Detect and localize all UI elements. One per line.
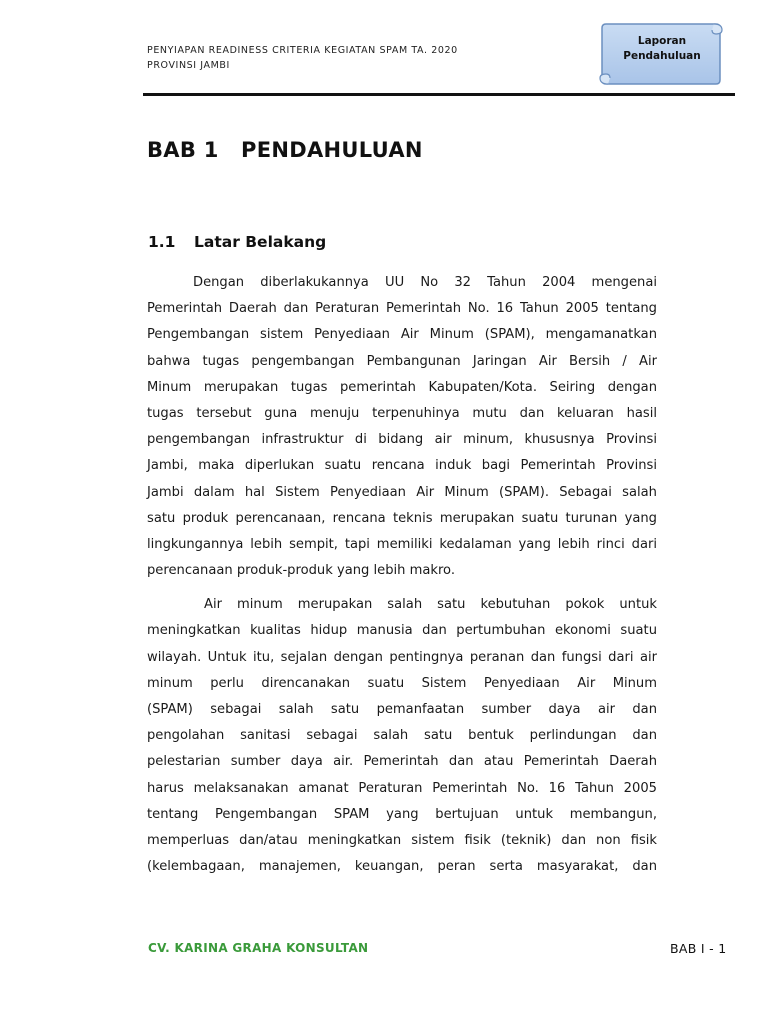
section-title: Latar Belakang [194, 233, 327, 251]
section-number: 1.1 [148, 233, 176, 251]
text-line: Jambi dalam hal Sistem Penyediaan Air Minum (SPAM). Sebagai salah [147, 484, 657, 500]
text-line: pengolahan sanitasi sebagai salah satu bentuk perlindungan dan [147, 728, 657, 744]
footer-company: CV. KARINA GRAHA KONSULTAN [148, 941, 369, 955]
text-line: Pengembangan sistem Penyediaan Air Minum (SPAM), mengamanatkan [147, 327, 657, 343]
text-line: lingkungannya lebih sempit, tapi memiliki kedalaman yang lebih rinci dari [147, 536, 657, 552]
text-line: pengembangan infrastruktur di bidang air minum, khususnya Provinsi [147, 432, 657, 448]
body-text [147, 270, 657, 880]
chapter-number: BAB 1 [147, 138, 219, 162]
text-line: (kelembagaan, manajemen, keuangan, peran serta masyarakat, dan [147, 859, 657, 875]
text-line: meningkatkan kualitas hidup manusia dan pertumbuhan ekonomi suatu [147, 623, 657, 639]
header-title-line: PENYIAPAN READINESS CRITERIA KEGIATAN SPAM TA. 2020 [147, 45, 458, 56]
text-line: Minum merupakan tugas pemerintah Kabupaten/Kota. Seiring dengan [147, 379, 657, 395]
text-line: Jambi, maka diperlukan suatu rencana induk bagi Pemerintah Provinsi [147, 458, 657, 474]
paragraph-1 [147, 270, 657, 584]
text-line: bahwa tugas pengembangan Pembangunan Jaringan Air Bersih / Air [147, 353, 657, 369]
header-divider [143, 93, 735, 96]
chapter-title: PENDAHULUAN [241, 138, 423, 162]
text-line: pelestarian sumber daya air. Pemerintah dan atau Pemerintah Daerah [147, 754, 657, 770]
text-line: (SPAM) sebagai salah satu pemanfaatan sumber daya air dan [147, 702, 657, 717]
text-line: tentang Pengembangan SPAM yang bertujuan untuk membangun, [147, 806, 657, 822]
paragraph-2 [147, 592, 657, 880]
text-line: Dengan diberlakukannya UU No 32 Tahun 2004 mengenai [193, 275, 657, 290]
text-line: harus melaksanakan amanat Peraturan Pemerintah No. 16 Tahun 2005 [147, 780, 657, 796]
text-line: memperluas dan/atau meningkatkan sistem fisik (teknik) dan non fisik [147, 832, 657, 848]
report-type-badge [598, 22, 724, 88]
badge-line-1: Laporan [637, 35, 687, 47]
badge-label [614, 34, 710, 64]
running-header [147, 43, 458, 73]
chapter-heading [147, 138, 423, 162]
text-line: perencanaan produk-produk yang lebih makro. [147, 563, 456, 579]
text-line: Air minum merupakan salah satu kebutuhan pokok untuk [204, 597, 657, 613]
header-subtitle-line: PROVINSI JAMBI [147, 60, 230, 71]
section-heading [148, 233, 326, 251]
text-line: Pemerintah Daerah dan Peraturan Pemerintah No. 16 Tahun 2005 tentang [147, 301, 657, 317]
text-line: wilayah. Untuk itu, sejalan dengan pentingnya peranan dan fungsi dari air [147, 649, 657, 665]
text-line: minum perlu direncanakan suatu Sistem Penyediaan Air Minum [147, 675, 657, 691]
text-line: tugas tersebut guna menuju terpenuhinya mutu dan keluaran hasil [147, 405, 657, 421]
badge-line-2: Pendahuluan [623, 50, 701, 62]
text-line: satu produk perencanaan, rencana teknis merupakan suatu turunan yang [147, 510, 657, 526]
footer-page-number: BAB I - 1 [670, 941, 727, 956]
